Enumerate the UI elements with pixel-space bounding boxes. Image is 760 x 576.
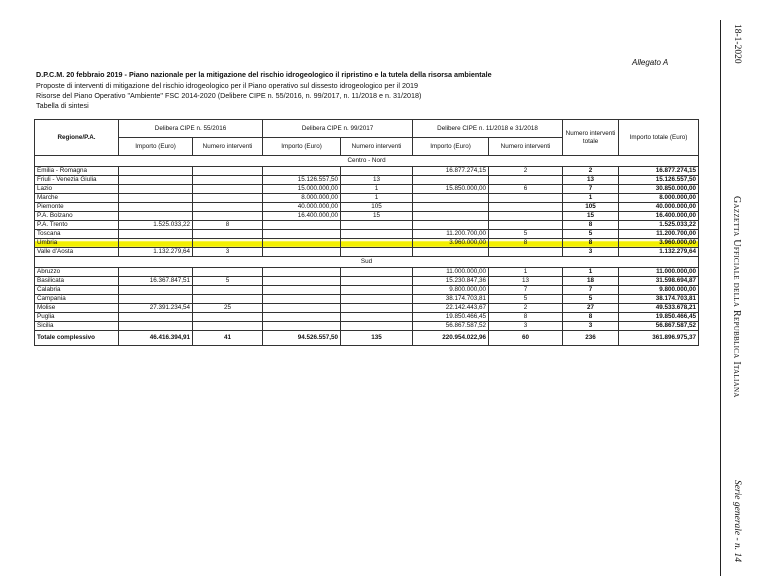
value-cell: 19.850.466,45 <box>413 313 489 322</box>
table-row <box>35 304 699 313</box>
value-cell: 3 <box>489 322 563 331</box>
value-cell: 30.850.000,00 <box>619 185 699 194</box>
value-cell: 15.230.847,36 <box>413 277 489 286</box>
value-cell <box>119 194 193 203</box>
value-cell <box>193 322 263 331</box>
value-cell: 220.954.022,96 <box>413 331 489 346</box>
table-row <box>35 230 699 239</box>
table-row <box>35 248 699 257</box>
value-cell <box>193 268 263 277</box>
value-cell <box>193 286 263 295</box>
value-cell: 22.142.443,67 <box>413 304 489 313</box>
region-cell: Basilicata <box>35 277 119 286</box>
value-cell <box>193 203 263 212</box>
value-cell: 2 <box>489 167 563 176</box>
title-line-4: Tabella di sintesi <box>36 101 89 110</box>
region-cell: Totale complessivo <box>35 331 119 346</box>
value-cell <box>413 248 489 257</box>
value-cell: 2 <box>563 167 619 176</box>
value-cell: 3.960.000,00 <box>413 239 489 248</box>
region-cell: P.A. Bolzano <box>35 212 119 221</box>
value-cell <box>489 212 563 221</box>
header-importo-totale: Importo totale (Euro) <box>619 120 699 156</box>
value-cell <box>119 167 193 176</box>
region-cell: Piemonte <box>35 203 119 212</box>
table-row <box>35 295 699 304</box>
value-cell <box>341 248 413 257</box>
value-cell: 46.416.394,91 <box>119 331 193 346</box>
value-cell <box>119 313 193 322</box>
value-cell: 38.174.703,81 <box>413 295 489 304</box>
value-cell <box>413 194 489 203</box>
value-cell: 105 <box>341 203 413 212</box>
region-cell: Puglia <box>35 313 119 322</box>
value-cell: 1 <box>563 194 619 203</box>
value-cell <box>341 239 413 248</box>
value-cell <box>119 203 193 212</box>
value-cell: 8 <box>563 239 619 248</box>
value-cell: 8 <box>193 221 263 230</box>
value-cell: 7 <box>489 286 563 295</box>
value-cell <box>341 295 413 304</box>
value-cell: 3 <box>563 248 619 257</box>
subheader-numero: Numero interventi <box>489 138 563 156</box>
value-cell <box>341 230 413 239</box>
region-cell: Friuli - Venezia Giulia <box>35 176 119 185</box>
table-row <box>35 277 699 286</box>
subheader-importo: Importo (Euro) <box>263 138 341 156</box>
region-cell: Emilia - Romagna <box>35 167 119 176</box>
value-cell: 15.126.557,50 <box>619 176 699 185</box>
value-cell: 8.000.000,00 <box>263 194 341 203</box>
subheader-importo: Importo (Euro) <box>119 138 193 156</box>
value-cell: 11.200.700,00 <box>619 230 699 239</box>
value-cell <box>413 221 489 230</box>
value-cell: 3 <box>563 322 619 331</box>
value-cell: 8 <box>489 239 563 248</box>
summary-table <box>34 119 699 346</box>
region-cell: Campania <box>35 295 119 304</box>
value-cell: 5 <box>563 230 619 239</box>
value-cell <box>341 221 413 230</box>
value-cell <box>341 322 413 331</box>
table-row <box>35 167 699 176</box>
value-cell <box>193 176 263 185</box>
value-cell: 60 <box>489 331 563 346</box>
value-cell: 5 <box>193 277 263 286</box>
value-cell <box>263 286 341 295</box>
value-cell: 1 <box>489 268 563 277</box>
value-cell: 40.000.000,00 <box>619 203 699 212</box>
value-cell: 56.867.587,52 <box>619 322 699 331</box>
subheader-numero: Numero interventi <box>193 138 263 156</box>
value-cell: 7 <box>563 185 619 194</box>
table-row <box>35 313 699 322</box>
value-cell <box>119 295 193 304</box>
value-cell: 8 <box>489 313 563 322</box>
value-cell: 2 <box>489 304 563 313</box>
margin-rule <box>720 20 721 576</box>
value-cell: 8.000.000,00 <box>619 194 699 203</box>
value-cell: 16.877.274,15 <box>413 167 489 176</box>
value-cell: 40.000.000,00 <box>263 203 341 212</box>
value-cell <box>413 176 489 185</box>
value-cell: 27 <box>563 304 619 313</box>
value-cell: 11.000.000,00 <box>413 268 489 277</box>
value-cell <box>263 268 341 277</box>
value-cell: 11.000.000,00 <box>619 268 699 277</box>
value-cell: 8 <box>563 221 619 230</box>
allegato-label: Allegato A <box>632 58 669 67</box>
value-cell: 16.877.274,15 <box>619 167 699 176</box>
header-numero-totale: Numero interventi totale <box>563 120 619 156</box>
value-cell: 31.598.694,87 <box>619 277 699 286</box>
value-cell <box>341 304 413 313</box>
value-cell: 3 <box>193 248 263 257</box>
sidebar-date: 18-1-2020 <box>732 24 742 64</box>
value-cell <box>489 176 563 185</box>
table-row <box>35 212 699 221</box>
value-cell: 15.126.557,50 <box>263 176 341 185</box>
value-cell: 3.960.000,00 <box>619 239 699 248</box>
title-line-2: Proposte di interventi di mitigazione del rischio idrogeologico per il Piano operativo sul dissesto idrogeologico per il 2019 <box>36 81 418 90</box>
value-cell: 1 <box>341 185 413 194</box>
header-region: Regione/P.A. <box>35 120 119 156</box>
value-cell <box>489 221 563 230</box>
title-line-1: D.P.C.M. 20 febbraio 2019 - Piano nazionale per la mitigazione del rischio idrogeologico il ripristino e la tutela della risorsa ambientale <box>36 70 492 79</box>
value-cell <box>489 194 563 203</box>
region-cell: Toscana <box>35 230 119 239</box>
value-cell: 7 <box>563 286 619 295</box>
value-cell <box>119 322 193 331</box>
value-cell <box>263 322 341 331</box>
value-cell: 16.367.847,51 <box>119 277 193 286</box>
value-cell <box>193 185 263 194</box>
value-cell: 9.800.000,00 <box>619 286 699 295</box>
value-cell: 9.800.000,00 <box>413 286 489 295</box>
value-cell <box>263 295 341 304</box>
value-cell <box>119 176 193 185</box>
value-cell: 1.525.033,22 <box>619 221 699 230</box>
total-row <box>35 331 699 346</box>
value-cell: 16.400.000,00 <box>619 212 699 221</box>
title-line-3: Risorse del Piano Operativo "Ambiente" FSC 2014-2020 (Delibere CIPE n. 55/2016, n. 99/2017, n. 11/2018 e n. 31/2018) <box>36 91 422 100</box>
value-cell: 8 <box>563 313 619 322</box>
value-cell: 94.526.557,50 <box>263 331 341 346</box>
value-cell <box>193 239 263 248</box>
value-cell <box>193 212 263 221</box>
region-cell: Marche <box>35 194 119 203</box>
value-cell: 38.174.703,81 <box>619 295 699 304</box>
value-cell: 236 <box>563 331 619 346</box>
value-cell <box>193 230 263 239</box>
value-cell <box>263 313 341 322</box>
value-cell: 5 <box>563 295 619 304</box>
region-cell: Sicilia <box>35 322 119 331</box>
value-cell: 15 <box>341 212 413 221</box>
subheader-importo: Importo (Euro) <box>413 138 489 156</box>
value-cell: 1.132.279,64 <box>619 248 699 257</box>
table-row <box>35 221 699 230</box>
value-cell <box>263 277 341 286</box>
region-cell: Calabria <box>35 286 119 295</box>
value-cell <box>263 248 341 257</box>
value-cell <box>341 268 413 277</box>
value-cell <box>489 248 563 257</box>
value-cell <box>119 212 193 221</box>
value-cell: 15 <box>563 212 619 221</box>
value-cell <box>119 268 193 277</box>
value-cell: 15.850.000,00 <box>413 185 489 194</box>
value-cell: 13 <box>563 176 619 185</box>
region-cell: Abruzzo <box>35 268 119 277</box>
value-cell: 361.896.975,37 <box>619 331 699 346</box>
value-cell: 18 <box>563 277 619 286</box>
value-cell <box>263 239 341 248</box>
region-cell: P.A. Trento <box>35 221 119 230</box>
table-row <box>35 194 699 203</box>
value-cell <box>341 167 413 176</box>
value-cell: 5 <box>489 230 563 239</box>
value-cell: 1.132.279,64 <box>119 248 193 257</box>
value-cell <box>193 167 263 176</box>
value-cell: 1 <box>563 268 619 277</box>
value-cell: 15.000.000,00 <box>263 185 341 194</box>
value-cell: 25 <box>193 304 263 313</box>
value-cell <box>341 277 413 286</box>
section-centro-nord: Centro - Nord <box>35 156 699 167</box>
value-cell: 135 <box>341 331 413 346</box>
value-cell <box>413 203 489 212</box>
table-row <box>35 239 699 248</box>
value-cell <box>413 212 489 221</box>
value-cell <box>193 295 263 304</box>
table-row <box>35 322 699 331</box>
value-cell <box>119 185 193 194</box>
value-cell: 11.200.700,00 <box>413 230 489 239</box>
region-cell: Umbria <box>35 239 119 248</box>
value-cell <box>193 313 263 322</box>
value-cell <box>263 230 341 239</box>
value-cell: 27.391.234,54 <box>119 304 193 313</box>
value-cell: 13 <box>341 176 413 185</box>
header-delibera-99: Delibera CIPE n. 99/2017 <box>263 120 413 138</box>
value-cell <box>341 313 413 322</box>
value-cell: 1 <box>341 194 413 203</box>
value-cell: 105 <box>563 203 619 212</box>
sidebar-gazzetta: Gazzetta Ufficiale della Repubblica Italiana <box>731 196 742 398</box>
value-cell <box>489 203 563 212</box>
value-cell <box>119 230 193 239</box>
region-cell: Lazio <box>35 185 119 194</box>
value-cell: 49.533.678,21 <box>619 304 699 313</box>
value-cell <box>119 286 193 295</box>
value-cell <box>263 304 341 313</box>
value-cell: 56.867.587,52 <box>413 322 489 331</box>
value-cell: 19.850.466,45 <box>619 313 699 322</box>
value-cell: 13 <box>489 277 563 286</box>
table-row <box>35 268 699 277</box>
value-cell <box>193 194 263 203</box>
value-cell <box>263 167 341 176</box>
table-row <box>35 176 699 185</box>
table-row <box>35 286 699 295</box>
value-cell: 41 <box>193 331 263 346</box>
value-cell: 1.525.033,22 <box>119 221 193 230</box>
value-cell <box>119 239 193 248</box>
header-delibera-55: Delibera CIPE n. 55/2016 <box>119 120 263 138</box>
sidebar-serie: Serie generale - n. 14 <box>732 480 742 563</box>
region-cell: Valle d'Aosta <box>35 248 119 257</box>
value-cell <box>341 286 413 295</box>
header-delibere-11-31: Delibere CIPE n. 11/2018 e 31/2018 <box>413 120 563 138</box>
value-cell <box>263 221 341 230</box>
section-sud: Sud <box>35 257 699 268</box>
region-cell: Molise <box>35 304 119 313</box>
subheader-numero: Numero interventi <box>341 138 413 156</box>
value-cell: 16.400.000,00 <box>263 212 341 221</box>
value-cell: 6 <box>489 185 563 194</box>
table-row <box>35 203 699 212</box>
table-row <box>35 185 699 194</box>
value-cell: 5 <box>489 295 563 304</box>
